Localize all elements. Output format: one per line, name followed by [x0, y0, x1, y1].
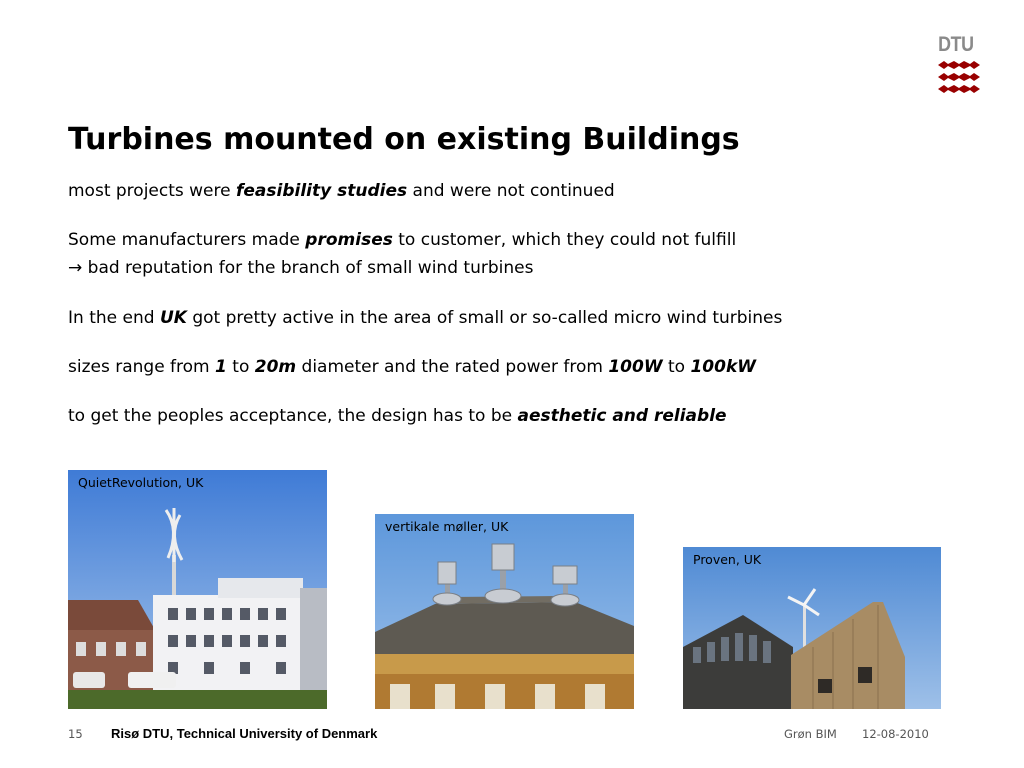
photo-caption: QuietRevolution, UK — [78, 475, 204, 490]
footer-author: Grøn BIM — [784, 727, 837, 741]
dtu-logo — [938, 34, 980, 96]
photo-caption: vertikale møller, UK — [385, 519, 509, 534]
text: In the end — [68, 308, 160, 328]
emphasis: feasibility studies — [236, 181, 408, 201]
roof-turbines-photo — [375, 514, 634, 709]
building-turbine-photo — [68, 470, 327, 709]
emphasis: UK — [159, 308, 187, 328]
footer-date: 12-08-2010 — [862, 727, 929, 741]
text: to — [662, 357, 691, 377]
paragraph-reputation — [68, 254, 533, 282]
paragraph-sizes — [68, 353, 756, 381]
text: to customer, which they could not fulfill — [392, 230, 737, 250]
paragraph-acceptance — [68, 402, 727, 430]
dtu-logo-icon — [938, 61, 980, 95]
text: diameter and the rated power from — [296, 357, 609, 377]
text: bad reputation for the branch of small wind turbines — [82, 258, 534, 278]
photo-vertikale-moller — [375, 514, 634, 709]
emphasis: 100kW — [690, 357, 756, 377]
emphasis: aesthetic and reliable — [517, 406, 727, 426]
photo-caption: Proven, UK — [693, 552, 762, 567]
text: most projects were — [68, 181, 236, 201]
emphasis: 20m — [254, 357, 297, 377]
text: to — [226, 357, 255, 377]
footer-institution: Risø DTU, Technical University of Denmark — [111, 726, 378, 741]
emphasis: promises — [305, 230, 393, 250]
photo-quietrevolution — [68, 470, 327, 709]
text: sizes range from — [68, 357, 216, 377]
paragraph-uk — [68, 304, 782, 332]
paragraph-feasibility — [68, 177, 615, 205]
photo-proven — [683, 547, 941, 709]
logo-text: DTU — [938, 33, 974, 56]
emphasis: 1 — [215, 357, 227, 377]
text: Some manufacturers made — [68, 230, 306, 250]
text: and were not continued — [407, 181, 615, 201]
page-number: 15 — [68, 727, 83, 741]
emphasis: 100W — [608, 357, 663, 377]
slide-title: Turbines mounted on existing Buildings — [68, 122, 740, 157]
text: to get the peoples acceptance, the design has to be — [68, 406, 518, 426]
paragraph-promises — [68, 226, 736, 254]
tower-turbine-photo — [683, 547, 941, 709]
text: got pretty active in the area of small or so-called micro wind turbines — [186, 308, 783, 328]
arrow-icon: → — [68, 258, 83, 278]
